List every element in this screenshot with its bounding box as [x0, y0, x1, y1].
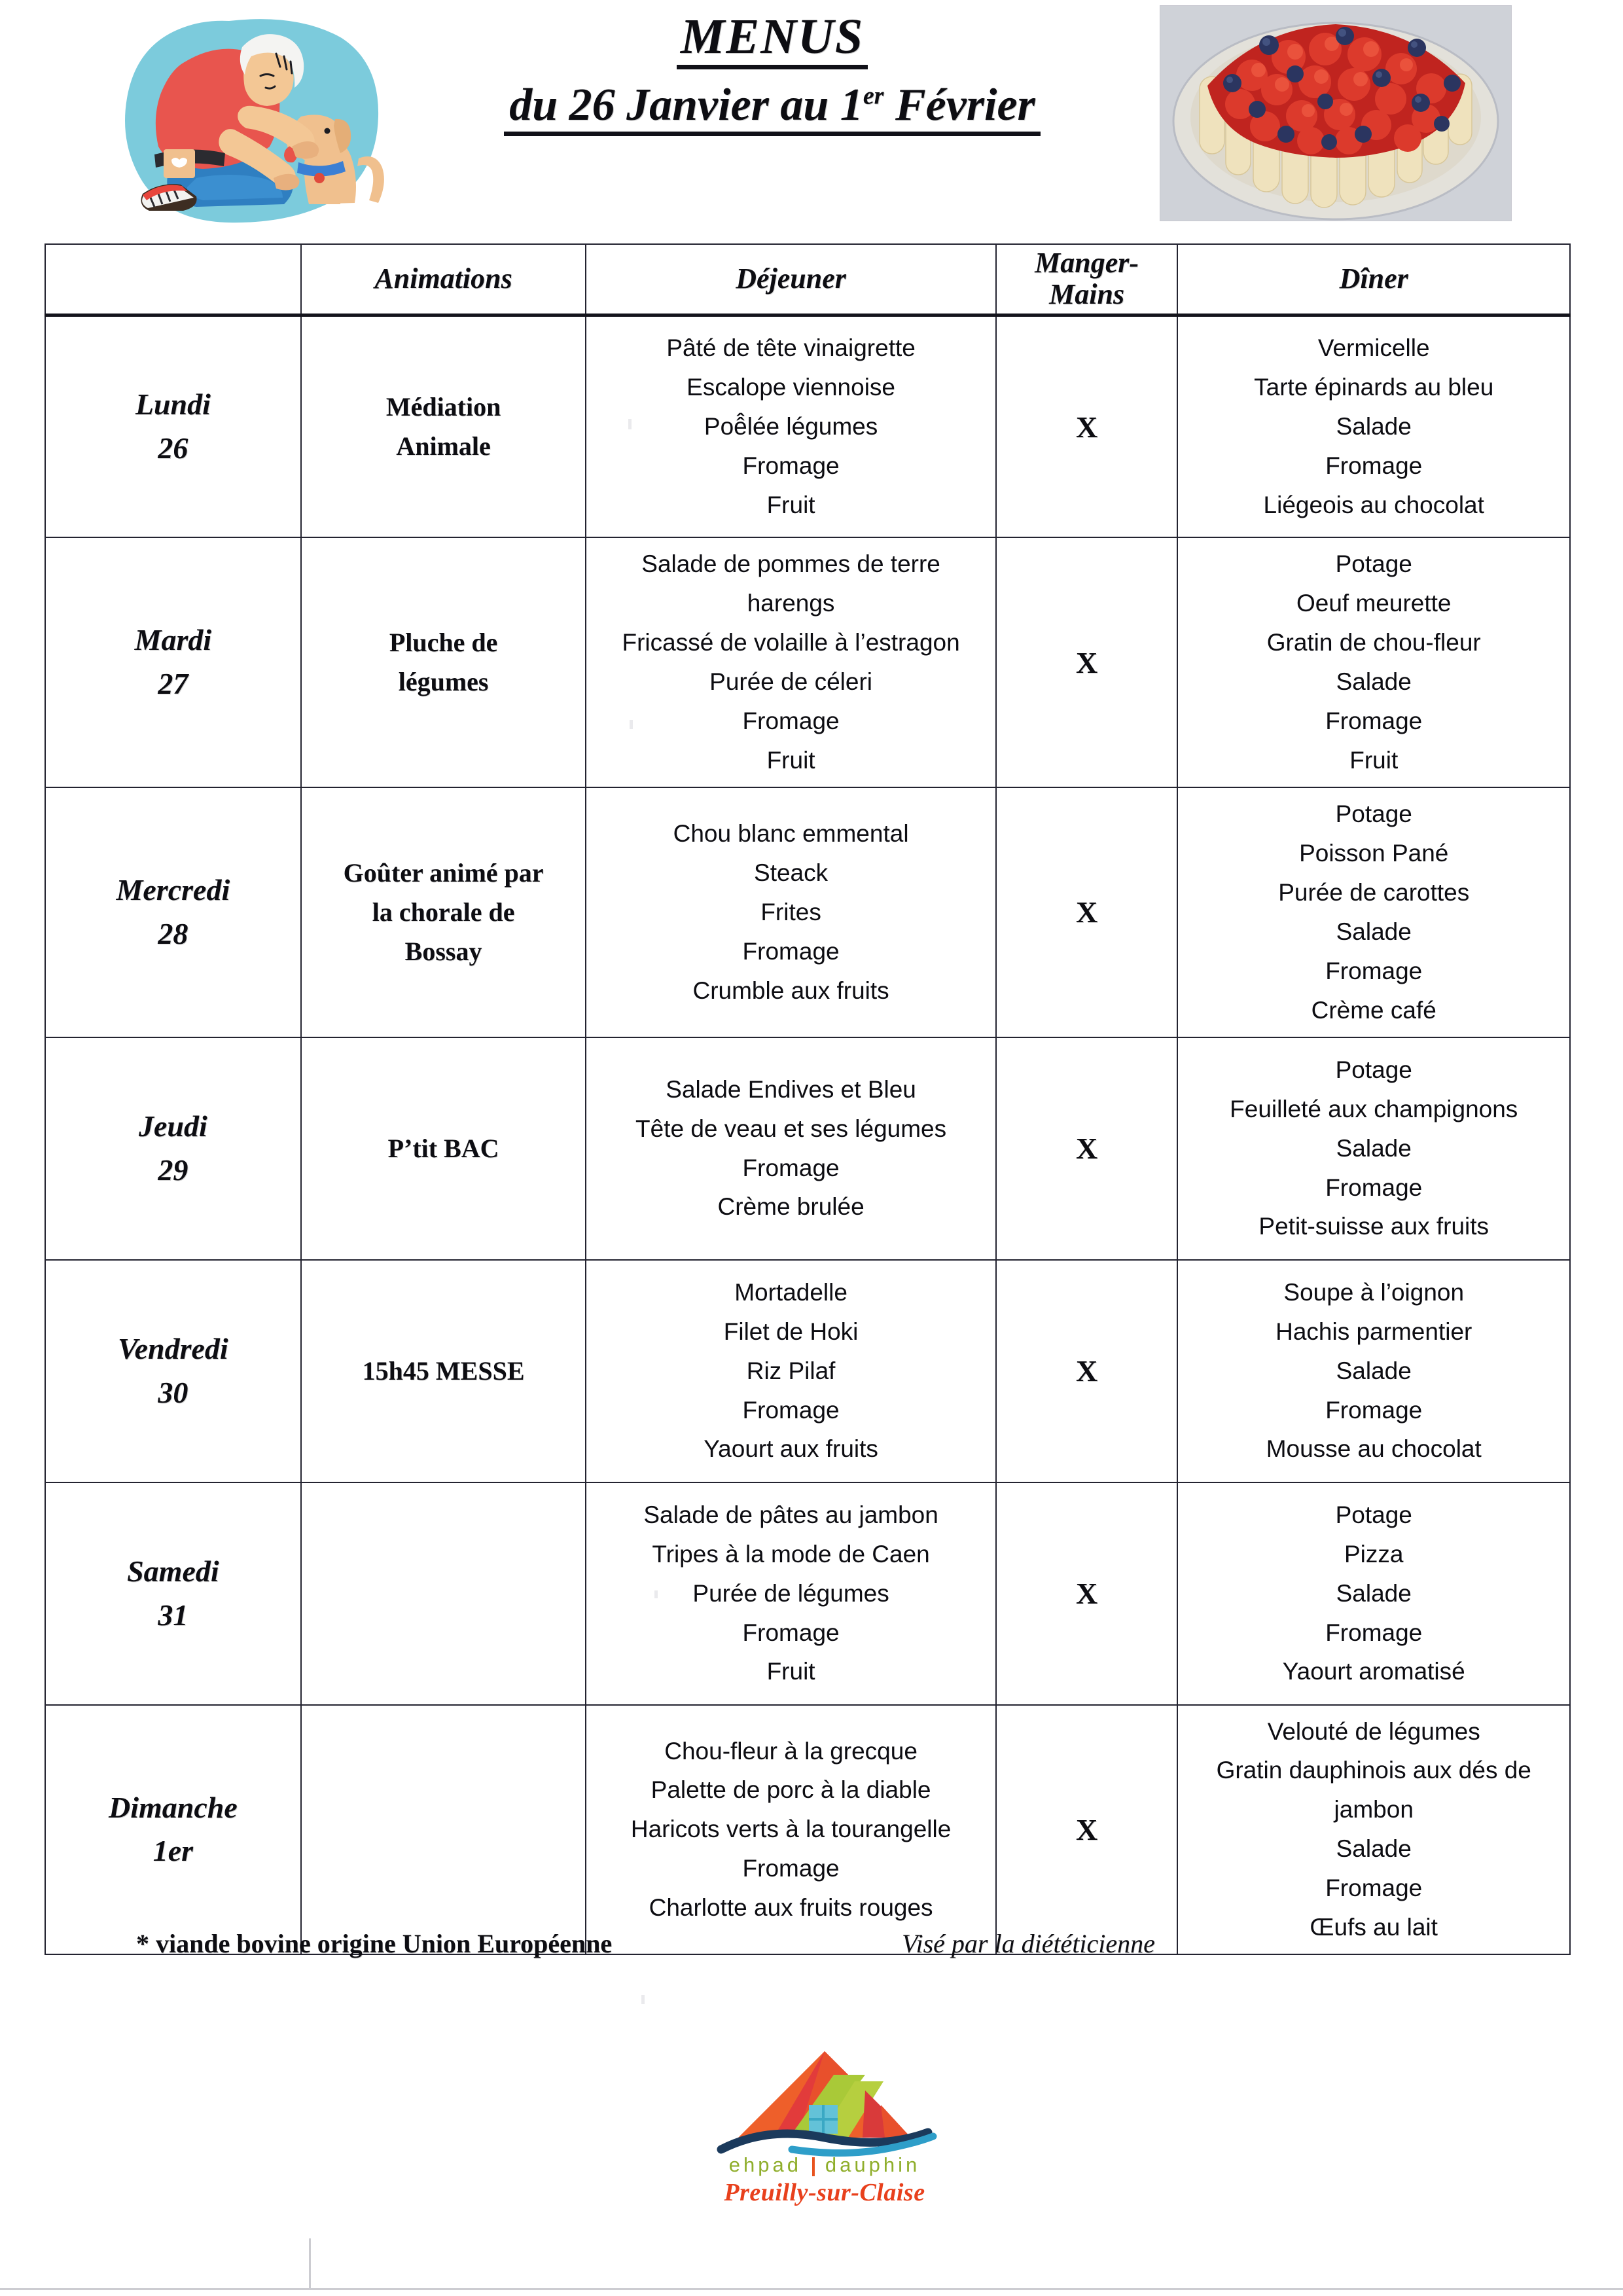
diner-items: [1182, 1273, 1565, 1469]
diner-items: [1182, 795, 1565, 1030]
house-roof-logo-icon: [694, 2039, 955, 2157]
page-title-main: MENUS: [677, 12, 868, 69]
animation-text: [306, 623, 582, 702]
manger-mains-mark: X: [1075, 645, 1098, 679]
animation-text: [306, 1129, 582, 1168]
cell-day: [45, 1260, 301, 1482]
cell-manger-mains: [996, 537, 1178, 787]
menu-item: Feuilleté aux champignons: [1230, 1095, 1518, 1122]
manger-mains-mark: X: [1075, 1577, 1098, 1611]
manger-mains-mark: X: [1075, 1354, 1098, 1388]
menu-item: Palette de porc à la diable: [651, 1776, 931, 1804]
menu-item: Soupe à l’oignon: [1283, 1278, 1465, 1306]
menu-item: Mortadelle: [734, 1278, 847, 1306]
note-dietitian-sig: Visé par la diététicienne: [902, 1929, 1155, 1958]
table-row: [45, 787, 1570, 1037]
scan-edge-tick: [309, 2238, 311, 2288]
animation-line: Bossay: [404, 936, 482, 966]
logo-ehpad: ehpad: [728, 2153, 802, 2176]
menu-item: Filet de Hoki: [723, 1318, 859, 1345]
title-sub-before: du 26 Janvier au 1: [509, 79, 863, 130]
menu-item: Fruit: [766, 746, 815, 774]
scan-bottom-edge: [0, 2288, 1623, 2290]
menu-item: Potage: [1335, 1056, 1412, 1083]
dessert-photo-charlotte: [1160, 5, 1512, 221]
footer-notes: [45, 1928, 1571, 1974]
cell-day: [45, 787, 301, 1037]
cell-dejeuner: [586, 1482, 995, 1705]
animation-line: la chorale de: [372, 897, 515, 927]
table-header: [45, 244, 1570, 315]
menu-item: Crème brulée: [717, 1193, 865, 1221]
menu-item: Salade: [1336, 1579, 1412, 1607]
scan-speck-c: [654, 1590, 658, 1598]
dejeuner-items: [590, 1732, 991, 1928]
header-row: [45, 244, 1570, 315]
diner-items: [1182, 329, 1565, 525]
manger-mains-mark: X: [1075, 1812, 1098, 1846]
header-manger-mains-text: Manger- Mains: [1035, 247, 1139, 311]
menu-item: harengs: [747, 590, 835, 617]
menu-item: Fruit: [766, 1658, 815, 1685]
cell-dejeuner: [586, 537, 995, 787]
diner-items: [1182, 545, 1565, 780]
cell-manger-mains: [996, 1260, 1178, 1482]
dejeuner-items: [590, 1273, 991, 1469]
menu-item: Hachis parmentier: [1275, 1318, 1472, 1345]
menu-item: Fromage: [742, 1396, 840, 1424]
day-number: 29: [158, 1153, 188, 1187]
header-cell-animations: Animations: [301, 244, 586, 315]
table-body: [45, 315, 1570, 1954]
cell-animations: [301, 537, 586, 787]
menu-item: Salade: [1336, 1134, 1412, 1162]
cell-dejeuner: [586, 1037, 995, 1260]
table-row: [45, 537, 1570, 787]
menu-item: Mousse au chocolat: [1266, 1435, 1482, 1463]
menu-table-container: [45, 243, 1571, 1955]
cell-animations: [301, 1482, 586, 1705]
cell-diner: [1177, 537, 1570, 787]
menu-item: Fromage: [1325, 1174, 1423, 1201]
logo-separator-bar: |: [810, 2153, 817, 2176]
menu-item: Riz Pilaf: [746, 1357, 836, 1384]
menu-item: Fromage: [1325, 452, 1423, 479]
table-row: [45, 315, 1570, 537]
menu-item: Vermicelle: [1317, 334, 1430, 362]
day-number: 1er: [152, 1834, 194, 1868]
menu-item: Purée de légumes: [692, 1579, 889, 1607]
menu-item: Escalope viennoise: [687, 374, 895, 401]
table-row: [45, 1037, 1570, 1260]
header-cell-dejeuner: Déjeuner: [586, 244, 995, 315]
animation-line: Goûter animé par: [343, 857, 544, 888]
menu-item: Fromage: [742, 452, 840, 479]
weekly-menu-table: [45, 243, 1571, 1955]
menu-item: Crumble aux fruits: [692, 977, 889, 1004]
menu-item: Potage: [1335, 550, 1412, 578]
day-name: Vendredi: [118, 1331, 228, 1365]
diner-items: [1182, 1712, 1565, 1948]
day-name: Jeudi: [138, 1109, 207, 1143]
cell-dejeuner: [586, 787, 995, 1037]
menu-item: Potage: [1335, 1501, 1412, 1528]
day-name: Dimanche: [108, 1790, 238, 1824]
menu-item: Salade: [1336, 668, 1412, 696]
dejeuner-items: [590, 1070, 991, 1227]
menu-item: Salade de pâtes au jambon: [643, 1501, 938, 1528]
cell-diner: [1177, 1037, 1570, 1260]
menu-item: Chou-fleur à la grecque: [664, 1737, 918, 1765]
cell-manger-mains: [996, 1482, 1178, 1705]
animation-line: P’tit BAC: [387, 1133, 499, 1163]
menu-item: Steack: [754, 859, 829, 886]
day-number: 27: [158, 667, 188, 701]
menu-item: Pizza: [1344, 1540, 1404, 1568]
menu-item: Fromage: [742, 937, 840, 965]
cell-day: [45, 1482, 301, 1705]
cell-day: [45, 537, 301, 787]
menu-item: Purée de carottes: [1278, 878, 1470, 906]
page-title-main-wrap: [419, 9, 1126, 69]
manger-mains-mark: X: [1075, 895, 1098, 929]
menu-item: Oeuf meurette: [1296, 590, 1452, 617]
cell-diner: [1177, 787, 1570, 1037]
menu-item: Gratin de chou-fleur: [1266, 629, 1481, 656]
dejeuner-items: [590, 545, 991, 780]
animation-text: [306, 853, 582, 971]
menu-item: Poê̂lée légumes: [704, 413, 878, 440]
menu-item: Tarte épinards au bleu: [1254, 374, 1494, 401]
page-title-sub: [504, 81, 1041, 137]
scan-speck-a: [628, 419, 632, 429]
title-sub-after: Février: [883, 79, 1035, 130]
menu-item: Salade: [1336, 1835, 1412, 1863]
menu-item: Salade: [1336, 413, 1412, 440]
menu-item: Fromage: [1325, 1396, 1423, 1424]
menu-item: Gratin dauphinois aux dés de jambon: [1216, 1757, 1531, 1823]
cell-manger-mains: [996, 315, 1178, 537]
table-row: [45, 1260, 1570, 1482]
menu-item: Fromage: [1325, 1619, 1423, 1646]
header-cell-diner: Dîner: [1177, 244, 1570, 315]
cell-manger-mains: [996, 787, 1178, 1037]
menu-item: Salade: [1336, 918, 1412, 945]
cell-manger-mains: [996, 1705, 1178, 1955]
cell-dejeuner: [586, 1260, 995, 1482]
menu-item: Potage: [1335, 800, 1412, 827]
menu-item: Fromage: [1325, 1874, 1423, 1902]
day-name: Lundi: [135, 387, 211, 422]
animation-line: Pluche de: [389, 628, 498, 658]
logo-text-ehpad-dauphin: [694, 2153, 955, 2177]
dejeuner-items: [590, 1496, 991, 1692]
menu-item: Haricots verts à la tourangelle: [630, 1816, 952, 1843]
menu-item: Purée de céleri: [709, 668, 873, 696]
menu-item: Chou blanc emmental: [673, 819, 909, 847]
cell-diner: [1177, 1482, 1570, 1705]
day-number: 30: [158, 1375, 188, 1409]
document-header: [0, 0, 1623, 236]
animation-line: Animale: [396, 431, 491, 461]
menu-item: Fruit: [766, 491, 815, 518]
animation-line: Médiation: [385, 392, 501, 422]
menu-item: Yaourt aux fruits: [704, 1435, 878, 1463]
menu-item: Poisson Pané: [1299, 839, 1449, 867]
cell-dejeuner: [586, 1705, 995, 1955]
ehpad-logo: [694, 2039, 955, 2236]
menu-item: Fricassé de volaille à l’estragon: [622, 629, 960, 656]
cell-animations: [301, 315, 586, 537]
cell-animations: [301, 787, 586, 1037]
animation-line: 15h45 MESSE: [362, 1355, 525, 1386]
cell-diner: [1177, 1705, 1570, 1955]
manger-mains-mark: X: [1075, 1132, 1098, 1166]
cell-manger-mains: [996, 1037, 1178, 1260]
cell-diner: [1177, 315, 1570, 537]
menu-item: Liégeois au chocolat: [1263, 491, 1484, 518]
day-number: 31: [158, 1598, 188, 1632]
animation-text: [306, 1352, 582, 1391]
manger-mains-mark: X: [1075, 410, 1098, 444]
scan-speck-b: [630, 720, 633, 729]
cell-animations: [301, 1260, 586, 1482]
title-sub-ordinal: er: [863, 82, 884, 110]
day-number: 28: [158, 916, 188, 950]
dejeuner-items: [590, 329, 991, 525]
table-row: [45, 1705, 1570, 1955]
illustration-mediation-animale: [98, 7, 412, 229]
page-title-sub-wrap: [419, 69, 1126, 137]
menu-item: Fromage: [1325, 708, 1423, 735]
menu-item: Fromage: [742, 1154, 840, 1181]
menu-item: Fromage: [742, 708, 840, 735]
day-name: Samedi: [127, 1554, 219, 1588]
menu-item: Tête de veau et ses légumes: [635, 1115, 947, 1142]
cell-day: [45, 1037, 301, 1260]
menu-item: Petit-suisse aux fruits: [1258, 1213, 1489, 1240]
logo-text-commune: Preuilly-sur-Claise: [724, 2179, 925, 2206]
cell-day: [45, 315, 301, 537]
day-name: Mardi: [134, 623, 212, 657]
menu-item: Fruit: [1349, 746, 1399, 774]
menu-item: Crème café: [1311, 996, 1436, 1024]
table-row: [45, 1482, 1570, 1705]
logo-dauphin: dauphin: [825, 2153, 921, 2176]
header-cell-day: [45, 244, 301, 315]
menu-item: Fromage: [1325, 957, 1423, 984]
animation-line: légumes: [398, 667, 489, 697]
menu-item: Charlotte aux fruits rouges: [649, 1894, 933, 1922]
menu-item: Salade Endives et Bleu: [666, 1075, 916, 1103]
scan-speck-d: [641, 1995, 645, 2004]
animation-text: [306, 387, 582, 466]
menu-item: Fromage: [742, 1855, 840, 1882]
diner-items: [1182, 1050, 1565, 1247]
title-block: [419, 9, 1126, 136]
day-number: 26: [158, 431, 188, 465]
menu-item: Salade de pommes de terre: [641, 550, 940, 578]
cell-animations: [301, 1705, 586, 1955]
cell-dejeuner: [586, 315, 995, 537]
dejeuner-items: [590, 814, 991, 1011]
cell-animations: [301, 1037, 586, 1260]
menu-item: Velouté de légumes: [1267, 1717, 1480, 1745]
menu-item: Fromage: [742, 1619, 840, 1646]
cell-day: [45, 1705, 301, 1955]
menu-item: Œufs au lait: [1310, 1914, 1438, 1941]
menu-item: Pâté de tête vinaigrette: [666, 334, 916, 362]
note-beef-origin: * viande bovine origine Union Européenne: [136, 1929, 613, 1958]
header-cell-manger-mains: [996, 244, 1178, 315]
menu-item: Frites: [760, 898, 821, 925]
menu-item: Salade: [1336, 1357, 1412, 1384]
day-name: Mercredi: [116, 873, 230, 907]
cell-diner: [1177, 1260, 1570, 1482]
diner-items: [1182, 1496, 1565, 1692]
menu-item: Tripes à la mode de Caen: [652, 1540, 930, 1568]
menu-item: Yaourt aromatisé: [1282, 1658, 1465, 1685]
